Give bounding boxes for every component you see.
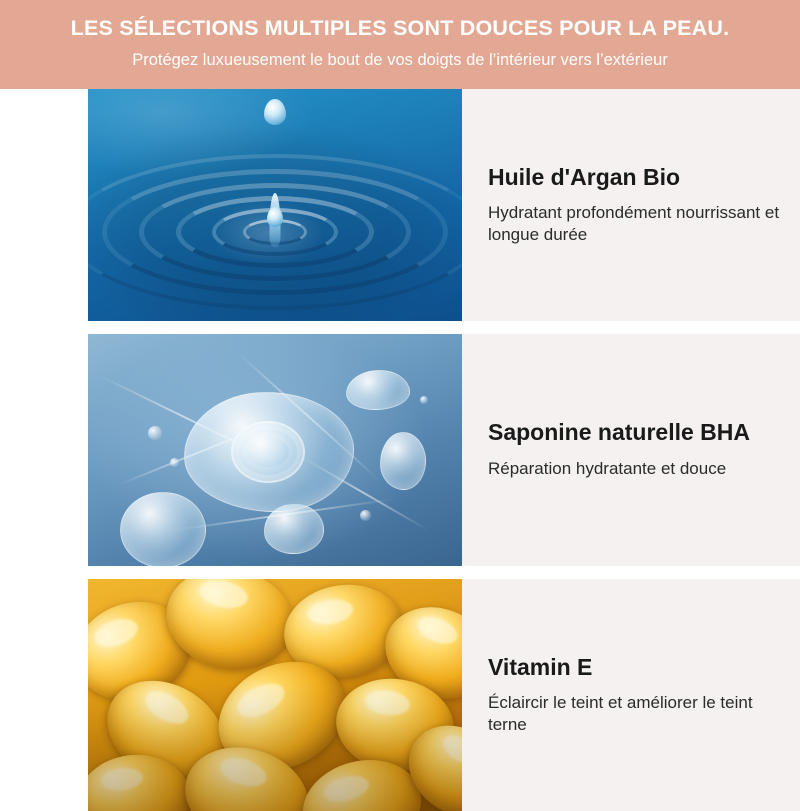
feature-text-block: [462, 89, 800, 321]
water-drop-icon: [264, 99, 286, 125]
water-ripple-image: [88, 89, 462, 321]
feature-row: [88, 334, 800, 566]
gel-droplet: [120, 492, 206, 566]
feature-row: [88, 579, 800, 811]
banner-subtitle: Protégez luxueusement le bout de vos doigts de l’intérieur vers l’extérieur: [132, 50, 668, 69]
feature-title: Saponine naturelle BHA: [488, 419, 750, 446]
bubble-icon: [360, 510, 371, 521]
gel-main-droplet: [184, 392, 354, 512]
feature-title: Huile d'Argan Bio: [488, 163, 681, 190]
feature-description: Éclaircir le teint et améliorer le teint terne: [488, 692, 753, 734]
water-drop-icon: [267, 207, 283, 227]
saponin-gel-image: [88, 334, 462, 566]
bubble-icon: [170, 458, 179, 467]
header-banner: [0, 0, 800, 89]
capsule-image-shading: [88, 579, 462, 811]
feature-text-block: [462, 334, 800, 566]
bubble-icon: [148, 426, 162, 440]
gel-droplet: [346, 370, 410, 410]
feature-description: Hydratant profondément nourrissant et longue durée: [488, 202, 780, 244]
feature-title: Vitamin E: [488, 653, 593, 680]
banner-title: LES SÉLECTIONS MULTIPLES SONT DOUCES POUR LA PEAU.: [70, 16, 730, 40]
gel-droplet: [380, 432, 426, 490]
feature-description: Réparation hydratante et douce: [488, 458, 727, 478]
feature-list: [0, 89, 800, 811]
feature-row: [88, 89, 800, 321]
vitamin-e-capsules-image: [88, 579, 462, 811]
feature-text-block: [462, 579, 800, 811]
bubble-icon: [420, 396, 428, 404]
